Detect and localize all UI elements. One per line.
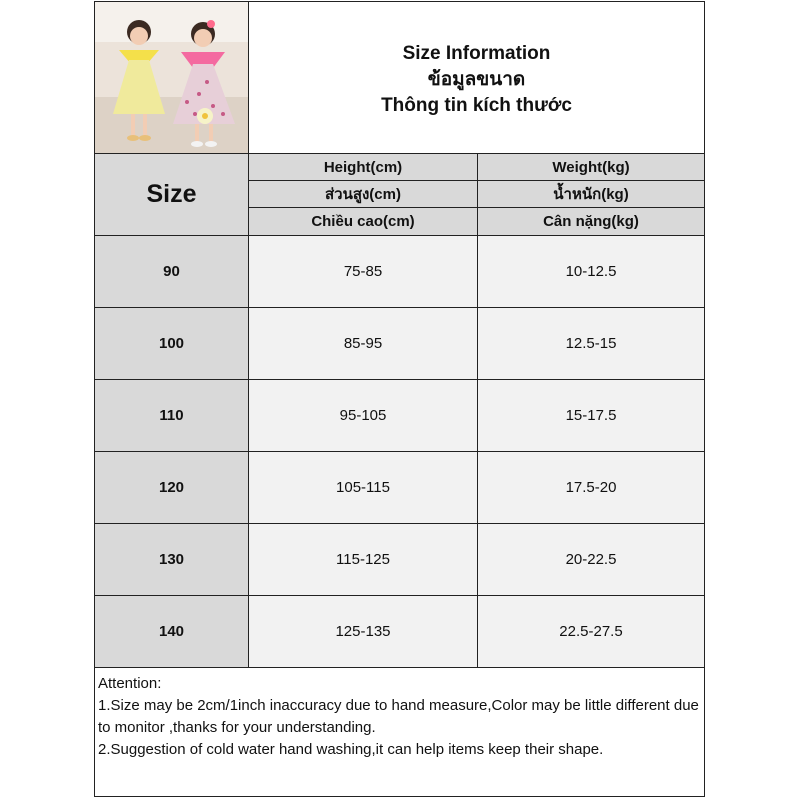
attention-note-1: 1.Size may be 2cm/1inch inaccuracy due to hand measure,Color may be little different due to monitor ,thanks for your understanding. xyxy=(98,697,699,736)
table-row xyxy=(95,380,704,452)
weight-cell: 15-17.5 xyxy=(478,380,704,452)
size-cell: 90 xyxy=(95,236,249,308)
table-row xyxy=(95,452,704,524)
table-row xyxy=(95,308,704,380)
height-header-vietnamese: Chiều cao(cm) xyxy=(249,208,478,236)
size-cell: 100 xyxy=(95,308,249,380)
height-cell: 85-95 xyxy=(249,308,478,380)
weight-header-thai: น้ำหนัก(kg) xyxy=(478,181,704,208)
table-row xyxy=(95,524,704,596)
title-thai: ข้อมูลขนาด xyxy=(427,68,526,90)
height-cell: 125-135 xyxy=(249,596,478,668)
title-block xyxy=(249,2,704,154)
size-column-header: Size xyxy=(95,154,249,236)
size-cell: 110 xyxy=(95,380,249,452)
height-cell: 75-85 xyxy=(249,236,478,308)
table-row xyxy=(95,236,704,308)
title-english: Size Information xyxy=(402,42,551,64)
weight-cell: 12.5-15 xyxy=(478,308,704,380)
height-cell: 105-115 xyxy=(249,452,478,524)
height-header-thai: ส่วนสูง(cm) xyxy=(249,181,478,208)
size-cell: 140 xyxy=(95,596,249,668)
weight-header-english: Weight(kg) xyxy=(478,154,704,181)
height-header-english: Height(cm) xyxy=(249,154,478,181)
product-photo-illustration xyxy=(95,2,249,154)
weight-cell: 10-12.5 xyxy=(478,236,704,308)
height-cell: 95-105 xyxy=(249,380,478,452)
size-chart-sheet xyxy=(94,1,705,797)
height-cell: 115-125 xyxy=(249,524,478,596)
size-cell: 120 xyxy=(95,452,249,524)
weight-cell: 17.5-20 xyxy=(478,452,704,524)
attention-note-2: 2.Suggestion of cold water hand washing,it can help items keep their shape. xyxy=(98,741,604,758)
weight-header-vietnamese: Cân nặng(kg) xyxy=(478,208,704,236)
attention-heading: Attention: xyxy=(98,675,162,692)
title-vietnamese: Thông tin kích thước xyxy=(381,94,572,116)
attention-notes xyxy=(95,670,704,761)
weight-cell: 22.5-27.5 xyxy=(478,596,704,668)
size-cell: 130 xyxy=(95,524,249,596)
weight-cell: 20-22.5 xyxy=(478,524,704,596)
table-row xyxy=(95,596,704,668)
product-photo xyxy=(95,2,249,154)
